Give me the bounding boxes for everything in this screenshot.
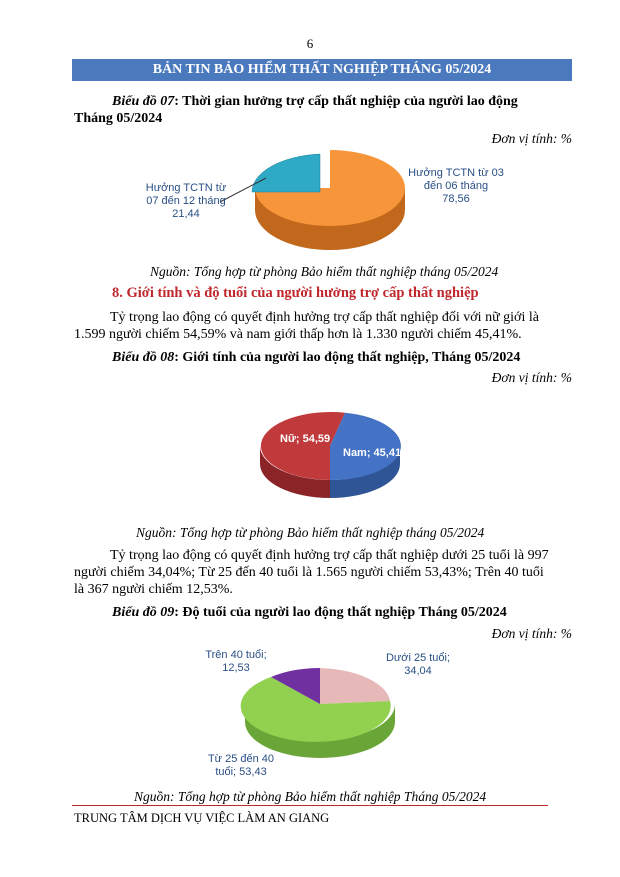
age-para-line1: Tỷ trọng lao động có quyết định hưởng trợ cấp thất nghiệp dưới 25 tuổi là 997	[110, 548, 549, 563]
chart9-label-over40-line1: Trên 40 tuổi;	[205, 649, 267, 661]
chart7-title	[112, 94, 578, 110]
chart9-pie	[240, 668, 400, 764]
chart9-label-under25-line1: Dưới 25 tuổi;	[385, 652, 451, 664]
chart8-label: Biểu đồ 08	[112, 350, 175, 365]
chart7-unit: Đơn vị tính: %	[491, 131, 572, 146]
chart8-title	[112, 350, 520, 366]
footer-divider	[72, 805, 548, 806]
chart7-title-line2: Tháng 05/2024	[74, 111, 163, 126]
chart7-label-b	[140, 182, 232, 221]
newsletter-banner: BẢN TIN BẢO HIỂM THẤT NGHIỆP THÁNG 05/2024	[72, 59, 572, 81]
chart9-label-mid	[198, 753, 284, 779]
chart9-source: Nguồn: Tổng hợp từ phòng Bảo hiểm thất nghiệp Tháng 05/2024	[134, 789, 487, 804]
chart9-label-over40-value: 12,53	[222, 662, 250, 674]
section8-heading: 8. Giới tính và độ tuổi của người hưởng trợ cấp thất nghiệp	[112, 285, 479, 301]
section8-para-line2: 1.599 người chiếm 54,59% và nam giới thấp hơn là 1.330 người chiếm 45,41%.	[74, 327, 522, 342]
chart9-label-under25-value: 34,04	[404, 665, 432, 677]
chart7-label-b-value: 21,44	[172, 208, 200, 220]
chart7-label-b-line1: Hưởng TCTN từ	[145, 182, 227, 194]
age-para-line2: người chiếm 34,04%; Từ 25 đến 40 tuổi là 1.565 người chiếm 53,43%; Trên 40 tuổi	[74, 565, 544, 580]
chart9-unit: Đơn vị tính: %	[491, 626, 572, 641]
footer: TRUNG TÂM DỊCH VỤ VIỆC LÀM AN GIANG	[74, 811, 330, 825]
chart8-unit: Đơn vị tính: %	[491, 370, 572, 385]
chart7-label-a-value: 78,56	[442, 193, 470, 205]
chart8-label-female: Nữ; 54,59	[280, 433, 331, 445]
chart7-label-a	[406, 167, 506, 206]
chart8-source: Nguồn: Tổng hợp từ phòng Bảo hiểm thất nghiệp tháng 05/2024	[136, 525, 485, 540]
chart8-title-text: : Giới tính của người lao động thất nghiệp, Tháng 05/2024	[174, 350, 521, 365]
chart9-title	[112, 605, 507, 621]
chart9-label-over40	[196, 649, 276, 675]
chart7-source: Nguồn: Tổng hợp từ phòng Bảo hiểm thất nghiệp tháng 05/2024	[150, 264, 499, 279]
chart7-label-a-line2: đến 06 tháng	[423, 180, 489, 192]
page-number: 6	[306, 36, 314, 51]
chart8-label-male: Nam; 45,41	[343, 447, 402, 459]
chart7-label-a-line1: Hưởng TCTN từ 03	[408, 167, 504, 179]
section8-para-line1: Tỷ trọng lao động có quyết định hưởng trợ cấp thất nghiệp đối với nữ giới là	[110, 310, 539, 325]
chart9-title-text: : Độ tuổi của người lao động thất nghiệp Tháng 05/2024	[174, 605, 507, 620]
chart9-label-mid-line1: Từ 25 đến 40	[207, 753, 275, 765]
chart7-label: Biểu đồ 07	[112, 94, 175, 109]
age-para-line3: là 367 người chiếm 12,53%.	[74, 582, 233, 597]
chart9-label-under25	[376, 652, 460, 678]
chart7-label-b-line2: 07 đến 12 tháng	[146, 195, 226, 207]
chart9-label: Biểu đồ 09	[112, 605, 175, 620]
chart7-title-line1: : Thời gian hưởng trợ cấp thất nghiệp của người lao động	[174, 94, 518, 109]
chart9-label-mid-line2: tuổi; 53,43	[215, 766, 267, 778]
